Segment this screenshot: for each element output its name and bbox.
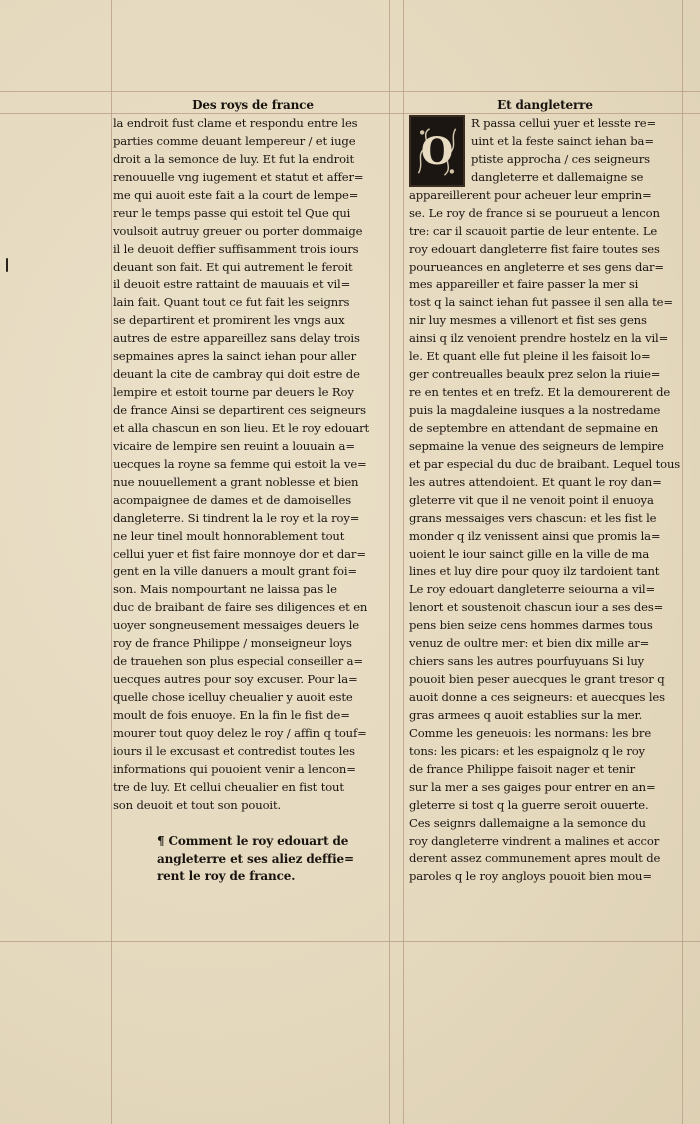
rule-bottom — [0, 941, 700, 942]
text-line: mourer tout quoy delez le roy / affin q touf= — [113, 725, 367, 740]
dropcap-letter: O — [420, 129, 454, 173]
text-line: se departirent et promirent les vngs aux — [113, 313, 345, 328]
text-line: ptiste approcha / ces seigneurs — [471, 151, 650, 166]
text-line: tre de luy. Et cellui cheualier en fist tout — [113, 779, 344, 794]
text-line: sepmaine la venue des seigneurs de lempire — [409, 438, 664, 453]
text-line: renouuelle vng iugement et statut et affer= — [113, 169, 364, 184]
left-column — [113, 96, 393, 886]
text-line: ainsi q ilz venoient prendre hostelz en la vil= — [409, 331, 669, 346]
text-line: Le roy edouart dangleterre seiourna a vil= — [409, 582, 656, 597]
text-line: dangleterre et dallemaigne se — [471, 169, 644, 184]
text-line: chiers sans les autres pourfuyuans Si luy — [409, 654, 645, 669]
rule-gutter-right — [403, 0, 404, 1124]
text-line: Comme les geneuois: les normans: les bre — [409, 725, 652, 740]
text-line: gleterre si tost q la guerre seroit ouuerte. — [409, 797, 649, 812]
text-line: voulsoit autruy greuer ou porter dommaige — [113, 223, 363, 238]
text-line: et par especial du duc de braibant. Lequel tous — [409, 456, 681, 471]
text-line: tre: car il scauoit partie de leur entente. Le — [409, 223, 658, 238]
text-line: tons: les picars: et les espaignolz q le roy — [409, 743, 645, 758]
chapter-heading-line: angleterre et ses aliez deffie= — [157, 851, 354, 866]
rule-right-outer — [682, 0, 683, 1124]
running-head-right: Et dangleterre — [497, 98, 593, 112]
text-line: informations qui pouoient venir a lencon= — [113, 761, 356, 776]
text-line: pouoit bien peser auecques le grant tresor q — [409, 672, 665, 687]
text-line: droit a la semonce de luy. Et fut la endroit — [113, 151, 354, 166]
text-line: deuant son fait. Et qui autrement le feroit — [113, 259, 353, 274]
chapter-heading-line: ¶ Comment le roy edouart de — [157, 833, 349, 848]
text-line: uoient le iour sainct gille en la ville de ma — [409, 546, 650, 561]
text-line: dangleterre. Si tindrent la le roy et la roy= — [113, 510, 360, 525]
text-line: monder q ilz venissent ainsi que promis la= — [409, 528, 661, 543]
text-line: pens bien seize cens hommes darmes tous — [409, 618, 653, 633]
text-line: nue nouuellement a grant noblesse et bien — [113, 474, 359, 489]
text-line: lenort et soustenoit chascun iour a ses des= — [409, 600, 664, 615]
text-line: lempire et estoit tourne par deuers le Roy — [113, 385, 354, 400]
text-line: il le deuoit deffier suffisamment trois iours — [113, 241, 359, 256]
text-line: pourueances en angleterre et ses gens dar= — [409, 259, 664, 274]
text-line: Ces seignrs dallemaigne a la semonce du — [409, 815, 646, 830]
text-line: mes appareiller et faire passer la mer si — [409, 277, 639, 292]
text-line: de trauehen son plus especial conseiller a= — [113, 654, 363, 669]
running-head-left: Des roys de france — [192, 98, 314, 112]
text-line: uint et la feste sainct iehan ba= — [471, 133, 654, 148]
text-line: grans messaiges vers chascun: et les fist le — [409, 510, 657, 525]
text-line: roy edouart dangleterre fist faire toutes ses — [409, 241, 660, 256]
text-line: tost q la sainct iehan fut passee il sen alla te= — [409, 295, 673, 310]
text-line: deuant la cite de cambray qui doit estre de — [113, 367, 360, 382]
text-line: venuz de oultre mer: et bien dix mille ar= — [409, 636, 650, 651]
text-line: me qui auoit este fait a la court de lempe= — [113, 187, 359, 202]
ornamental-initial-icon — [411, 117, 463, 185]
page-edge-mark — [6, 258, 8, 272]
text-line: paroles q le roy angloys pouoit bien mou= — [409, 869, 652, 884]
text-line: la endroit fust clame et respondu entre les — [113, 116, 358, 130]
right-text-block — [409, 115, 681, 886]
text-line: autres de estre appareillez sans delay trois — [113, 331, 360, 346]
text-line: auoit donne a ces seigneurs: et auecques les — [409, 690, 665, 704]
text-line: gent en la ville danuers a moult grant foi= — [113, 564, 357, 579]
text-line: uecques autres pour soy excuser. Pour la= — [113, 672, 358, 687]
rule-top — [0, 91, 700, 92]
text-line: gras armees q auoit establies sur la mer. — [409, 707, 643, 722]
text-line: se. Le roy de france si se pourueut a lencon — [409, 205, 660, 220]
text-line: moult de fois enuoye. En la fin le fist de= — [113, 707, 350, 722]
text-line: son deuoit et tout son pouoit. — [113, 797, 282, 812]
text-line: lain fait. Quant tout ce fut fait les seignrs — [113, 295, 350, 310]
text-line: de france Philippe faisoit nager et tenir — [409, 761, 636, 776]
right-column — [409, 96, 681, 886]
text-line: nir luy mesmes a villenort et fist ses gens — [409, 313, 647, 328]
text-line: et alla chascun en son lieu. Et le roy edouart — [113, 420, 370, 435]
dropcap-initial — [409, 115, 465, 187]
text-line: son. Mais nompourtant ne laissa pas le — [113, 582, 337, 597]
text-line: les autres attendoient. Et quant le roy dan= — [409, 474, 662, 489]
text-line: re en tentes et en trefz. Et la demourerent de — [409, 385, 671, 400]
text-line: puis la magdaleine iusques a la nostredame — [409, 403, 661, 417]
text-line: sepmaines apres la sainct iehan pour aller — [113, 349, 356, 364]
text-line: il deuoit estre rattaint de mauuais et vil= — [113, 277, 351, 292]
chapter-heading — [113, 833, 393, 887]
text-line: de septembre en attendant de sepmaine en — [409, 420, 659, 435]
text-line: vicaire de lempire sen reuint a louuain a= — [113, 438, 355, 453]
text-line: gleterre vit que il ne venoit point il enuoya — [409, 492, 654, 507]
text-line: ger contreualles beaulx prez selon la riuie= — [409, 367, 661, 382]
left-text-block — [113, 115, 393, 815]
text-line: derent assez communement apres moult de — [409, 851, 661, 866]
text-line: uecques la royne sa femme qui estoit la ve= — [113, 456, 367, 471]
text-line: duc de braibant de faire ses diligences et en — [113, 600, 368, 615]
chapter-heading-line: rent le roy de france. — [157, 869, 296, 884]
text-line: parties comme deuant lempereur / et iuge — [113, 133, 356, 148]
text-line: lines et luy dire pour quoy ilz tardoient tant — [409, 564, 660, 579]
text-line: ne leur tinel moult honnorablement tout — [113, 528, 345, 543]
text-line: roy de france Philippe / monseigneur loys — [113, 636, 352, 651]
text-line: le. Et quant elle fut pleine il les faisoit lo= — [409, 349, 651, 364]
text-line: de france Ainsi se departirent ces seigneurs — [113, 403, 366, 417]
text-line: cellui yuer et fist faire monnoye dor et dar= — [113, 546, 366, 561]
text-line: acompaignee de dames et de damoiselles — [113, 492, 352, 507]
text-line: appareillerent pour acheuer leur emprin= — [409, 187, 652, 202]
text-line: iours il le excusast et contredist toutes les — [113, 743, 355, 758]
text-line: quelle chose icelluy cheualier y auoit este — [113, 690, 353, 704]
rule-left-outer — [111, 0, 112, 1124]
text-line: roy dangleterre vindrent a malines et accor — [409, 833, 660, 848]
text-line: R passa cellui yuer et lesste re= — [471, 116, 657, 130]
text-line: uoyer songneusement messaiges deuers le — [113, 618, 359, 633]
text-line: sur la mer a ses gaiges pour entrer en an= — [409, 779, 656, 794]
chapter-spacer — [113, 815, 393, 833]
text-line: reur le temps passe qui estoit tel Que qui — [113, 205, 351, 220]
